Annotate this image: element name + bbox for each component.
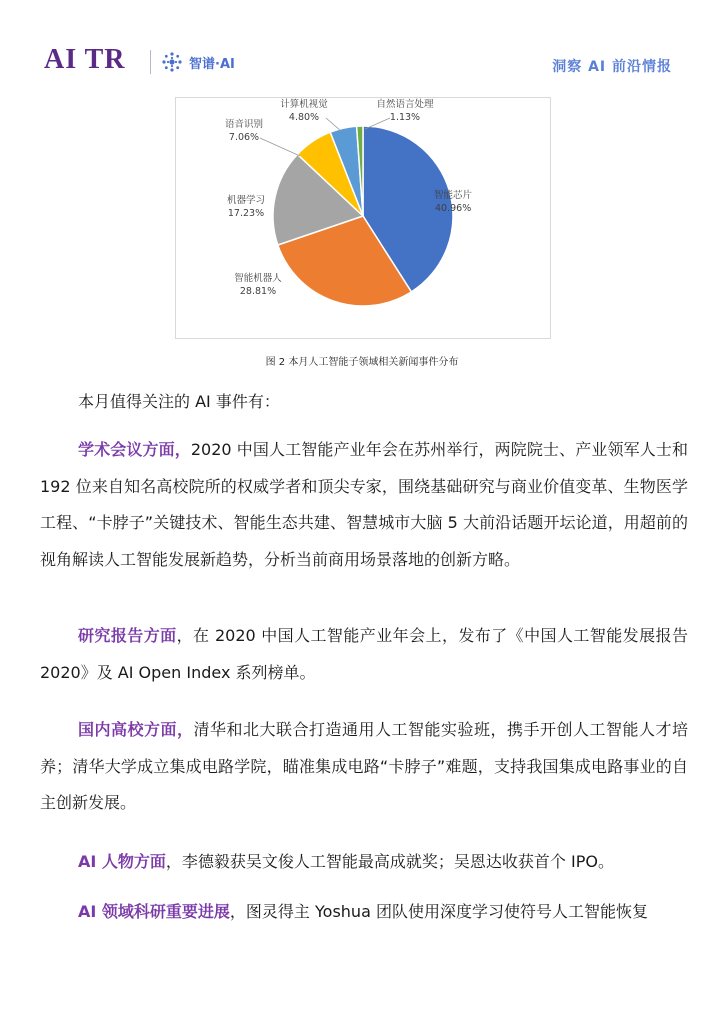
section-text: ，在 2020 中国人工智能产业年会上，发布了《中国人工智能发展报告 2020》及 AI Open Index 系列榜单。 xyxy=(40,626,688,682)
logo-divider xyxy=(150,50,151,74)
pie-chart xyxy=(176,98,550,338)
slice-label: 智能芯片 xyxy=(434,190,473,201)
slice-label: 语音识别 xyxy=(224,119,264,130)
section-heading: 学术会议方面， xyxy=(78,440,191,459)
leader-line xyxy=(260,138,300,156)
section-heading: AI 人物方面 xyxy=(78,852,166,871)
slice-value-label: 7.06% xyxy=(228,132,260,143)
pie-chart-frame xyxy=(175,97,551,339)
aitr-logo: AI TR xyxy=(44,44,126,75)
figure-caption: 图 2 本月人工智能子领域相关新闻事件分布 xyxy=(265,357,459,368)
intro-paragraph: 本月值得关注的 AI 事件有： xyxy=(78,392,280,411)
page-header xyxy=(0,0,724,90)
header-tagline: 洞察 AI 前沿情报 xyxy=(552,59,672,75)
section-heading: 国内高校方面， xyxy=(78,720,194,739)
slice-value-label: 40.96% xyxy=(435,203,472,214)
section-heading: 研究报告方面 xyxy=(78,626,177,645)
section-ai-people xyxy=(40,844,688,881)
slice-value-label: 4.80% xyxy=(288,112,320,123)
slice-label: 计算机视觉 xyxy=(280,99,328,110)
zhipu-logo-text: 智谱·AI xyxy=(189,57,235,72)
slice-value-label: 17.23% xyxy=(227,208,265,219)
slice-value-label: 28.81% xyxy=(239,286,277,297)
slice-label: 自然语言处理 xyxy=(376,99,434,110)
section-text: ，李德毅获吴文俊人工智能最高成就奖；吴恩达收获首个 IPO。 xyxy=(165,852,614,871)
section-text: 清华和北大联合打造通用人工智能实验班，携手开创人工智能人才培养；清华大学成立集成电路学院，瞄准集成电路“卡脖子”难题，支持我国集成电路事业的自主创新发展。 xyxy=(40,720,688,812)
section-research-progress xyxy=(40,894,688,931)
section-text: 2020 中国人工智能产业年会在苏州举行，两院院士、产业领军人士和 192 位来自知名高校院所的权威学者和顶尖专家，围绕基础研究与商业价值变革、生物医学工程、“卡脖子”关键技术、智能生态共建、智慧城市大脑 5 大前沿话题开坛论道，用超前的视角解读人工智能发展新趋势，分析当前商用场景落地的创新方略。 xyxy=(40,440,688,569)
section-heading: AI 领域科研重要进展 xyxy=(78,902,230,921)
section-text: ，图灵得主 Yoshua 团队使用深度学习使符号人工智能恢复 xyxy=(229,902,648,921)
zhipu-logo-icon xyxy=(160,50,184,74)
slice-label: 智能机器人 xyxy=(234,273,282,284)
leader-line xyxy=(326,118,341,131)
slice-label: 机器学习 xyxy=(226,195,266,206)
section-universities xyxy=(40,712,688,822)
slice-value-label: 1.13% xyxy=(389,112,421,123)
section-academic-conference xyxy=(40,432,688,578)
section-research-report xyxy=(40,618,688,691)
